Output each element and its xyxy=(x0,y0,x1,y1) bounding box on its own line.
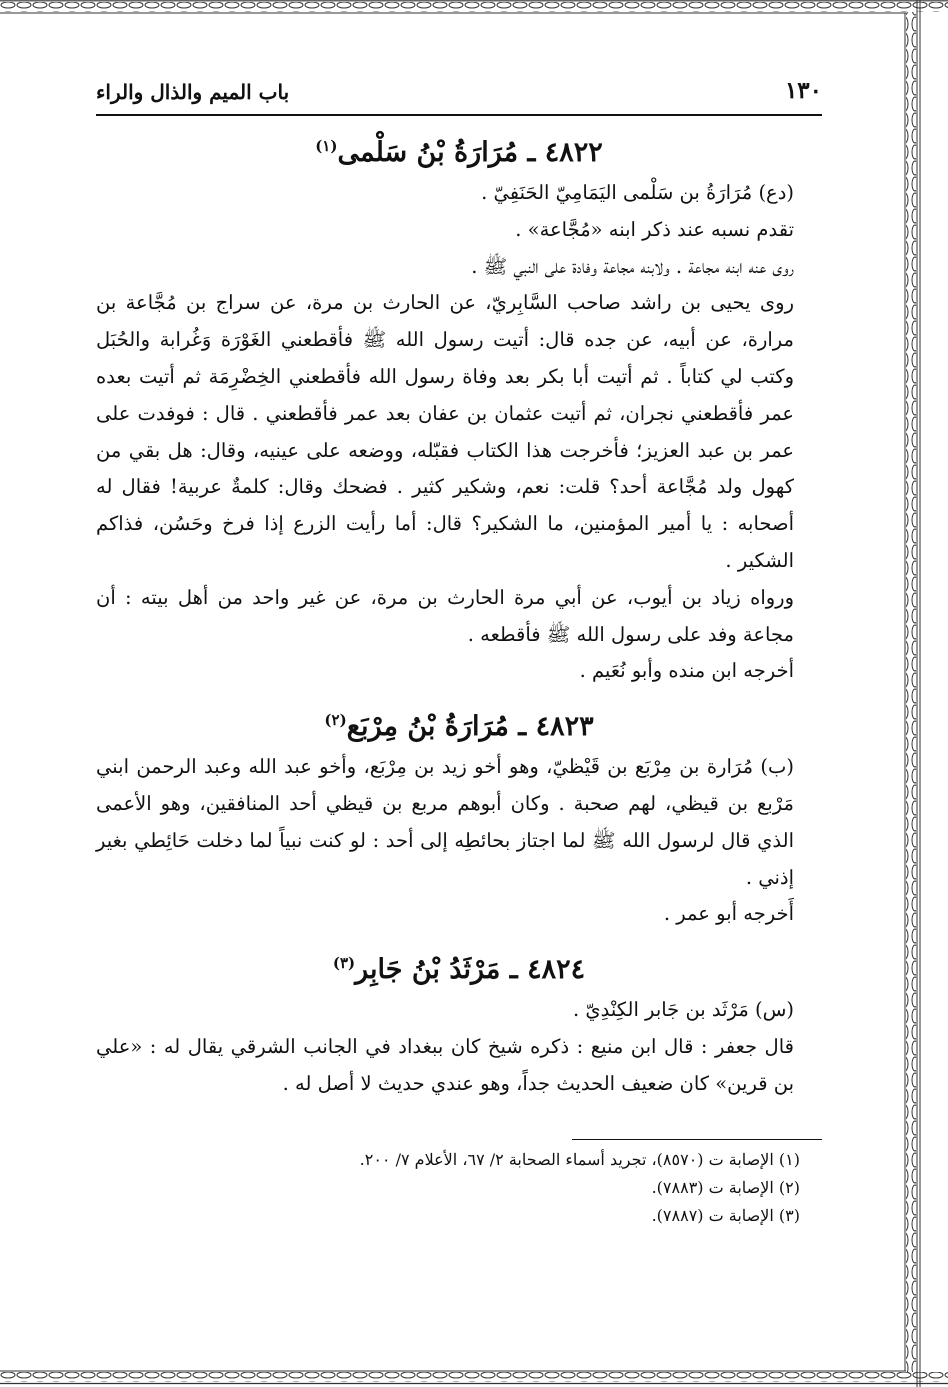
entry-paragraph: أَخرجه أبو عمر . xyxy=(663,902,794,926)
footnote-ref: (٣) xyxy=(332,954,356,973)
page-header xyxy=(96,58,822,116)
entry-4824 xyxy=(96,943,822,1102)
entry-title xyxy=(96,700,822,747)
entry-title xyxy=(96,943,822,990)
page-number: ١٣٠ xyxy=(784,77,822,104)
entry-title-text: ٤٨٢٤ ـ مَرْثَدُ بْنُ جَابِر xyxy=(355,954,586,986)
entry-paragraph: (س) مَرْثَد بن جَابر الكِنْدِيّ . xyxy=(572,998,794,1022)
entry-paragraph: قال جعفر : قال ابن منيع : ذكره شيخ كان ببغداد في الجانب الشرقي يقال له : «علي بن قرين» كان ضعيف الحديث جداً، وهو عندي حديث لا أصل له . xyxy=(96,1034,794,1095)
entry-4823 xyxy=(96,700,822,933)
footnote-ref: (١) xyxy=(315,137,338,155)
entry-paragraph: (دع) مُرَارَةُ بن سَلْمى اليَمَامِيّ الحَنَفِيّ . xyxy=(481,181,794,204)
entry-paragraph: أخرجه ابن منده وأبو نُعَيم . xyxy=(579,659,794,683)
footnotes xyxy=(96,1146,822,1230)
entry-paragraph: تقدم نسبه عند ذكر ابنه «مُجَّاعة» . xyxy=(515,217,794,241)
footnote-ref: (٢) xyxy=(324,711,347,730)
book-page xyxy=(96,58,822,1348)
footnote: (١) الإصابة ت (٨٥٧٠)، تجريد أسماء الصحابة ٢/ ٦٧، الأعلام ٧/ ٢٠٠. xyxy=(359,1149,800,1169)
entry-title-text: ٤٨٢٢ ـ مُرَارَةُ بْنُ سَلْمى xyxy=(337,137,603,168)
entry-title-text: ٤٨٢٣ ـ مُرَارَةُ بْنُ مِرْبَع xyxy=(346,711,594,743)
entry-paragraph: (ب) مُرَارة بن مِرْبَع بن قَيْظيّ، وهو أخو زيد بن مِرْبَع، وأخو عبد الله وعبد الرحمن ابني مَرْبع بن قيظي، لهم صحبة . وكان أبوهم مربع بن قيظي أحد المنافقين، وهو الأعمى الذي قال لرسول الله ﷺ لما اجتاز بحائطِه إلى أحد : لو كنت نبياً لما دخلت حَائِطي بغير إذني . xyxy=(96,755,794,889)
entry-paragraph: روى عنه ابنه مجاعة . ولابنه مجاعة وفادة على النبي ﷺ . xyxy=(471,254,794,278)
footnote: (٢) الإصابة ت (٧٨٨٣). xyxy=(651,1177,800,1197)
footnote: (٣) الإصابة ت (٧٨٨٧). xyxy=(651,1205,800,1225)
entry-paragraph: ورواه زياد بن أيوب، عن أبي مرة الحارث بن مرة، عن غير واحد من أهل بيته : أن مجاعة وفد على رسول الله ﷺ فأقطعه . xyxy=(96,585,794,646)
entry-paragraph: روى يحيى بن راشد صاحب السَّابِريّ، عن الحارث بن مرة، عن سراج بن مُجَّاعة بن مرارة، عن أبيه، عن جده قال: أتيت رسول الله ﷺ فأقطعني الغَوْرَة وَغُرابة والحُبَل وكتب لي كتاباً . ثم أتيت أبا بكر بعد وفاة رسول الله فأقطعني الخِضْرِمَة ثم أتيت بعده عمر فأقطعني نجران، ثم أتيت عثمان بن عفان بعد عمر فأقطعني . قال : فوفدت على عمر بن عبد العزيز؛ فأخرجت هذا الكتاب فقبّله، ووضعه على عينيه، وقال: هل بقي من كهول ولد مُجَّاعة أحد؟ قلت: نعم، وشكير كثير . فضحك وقال: كلمةٌ عربية! فقال له أصحابه : يا أمير المؤمنين، ما الشكير؟ قال: أما رأيت الزرع إذا فرخ وحَسُن، فذاكم الشكير . xyxy=(96,291,794,572)
entry-4822 xyxy=(96,126,822,690)
entry-title xyxy=(96,126,822,173)
footnote-divider xyxy=(572,1139,822,1140)
running-title: باب الميم والذال والراء xyxy=(96,80,290,104)
